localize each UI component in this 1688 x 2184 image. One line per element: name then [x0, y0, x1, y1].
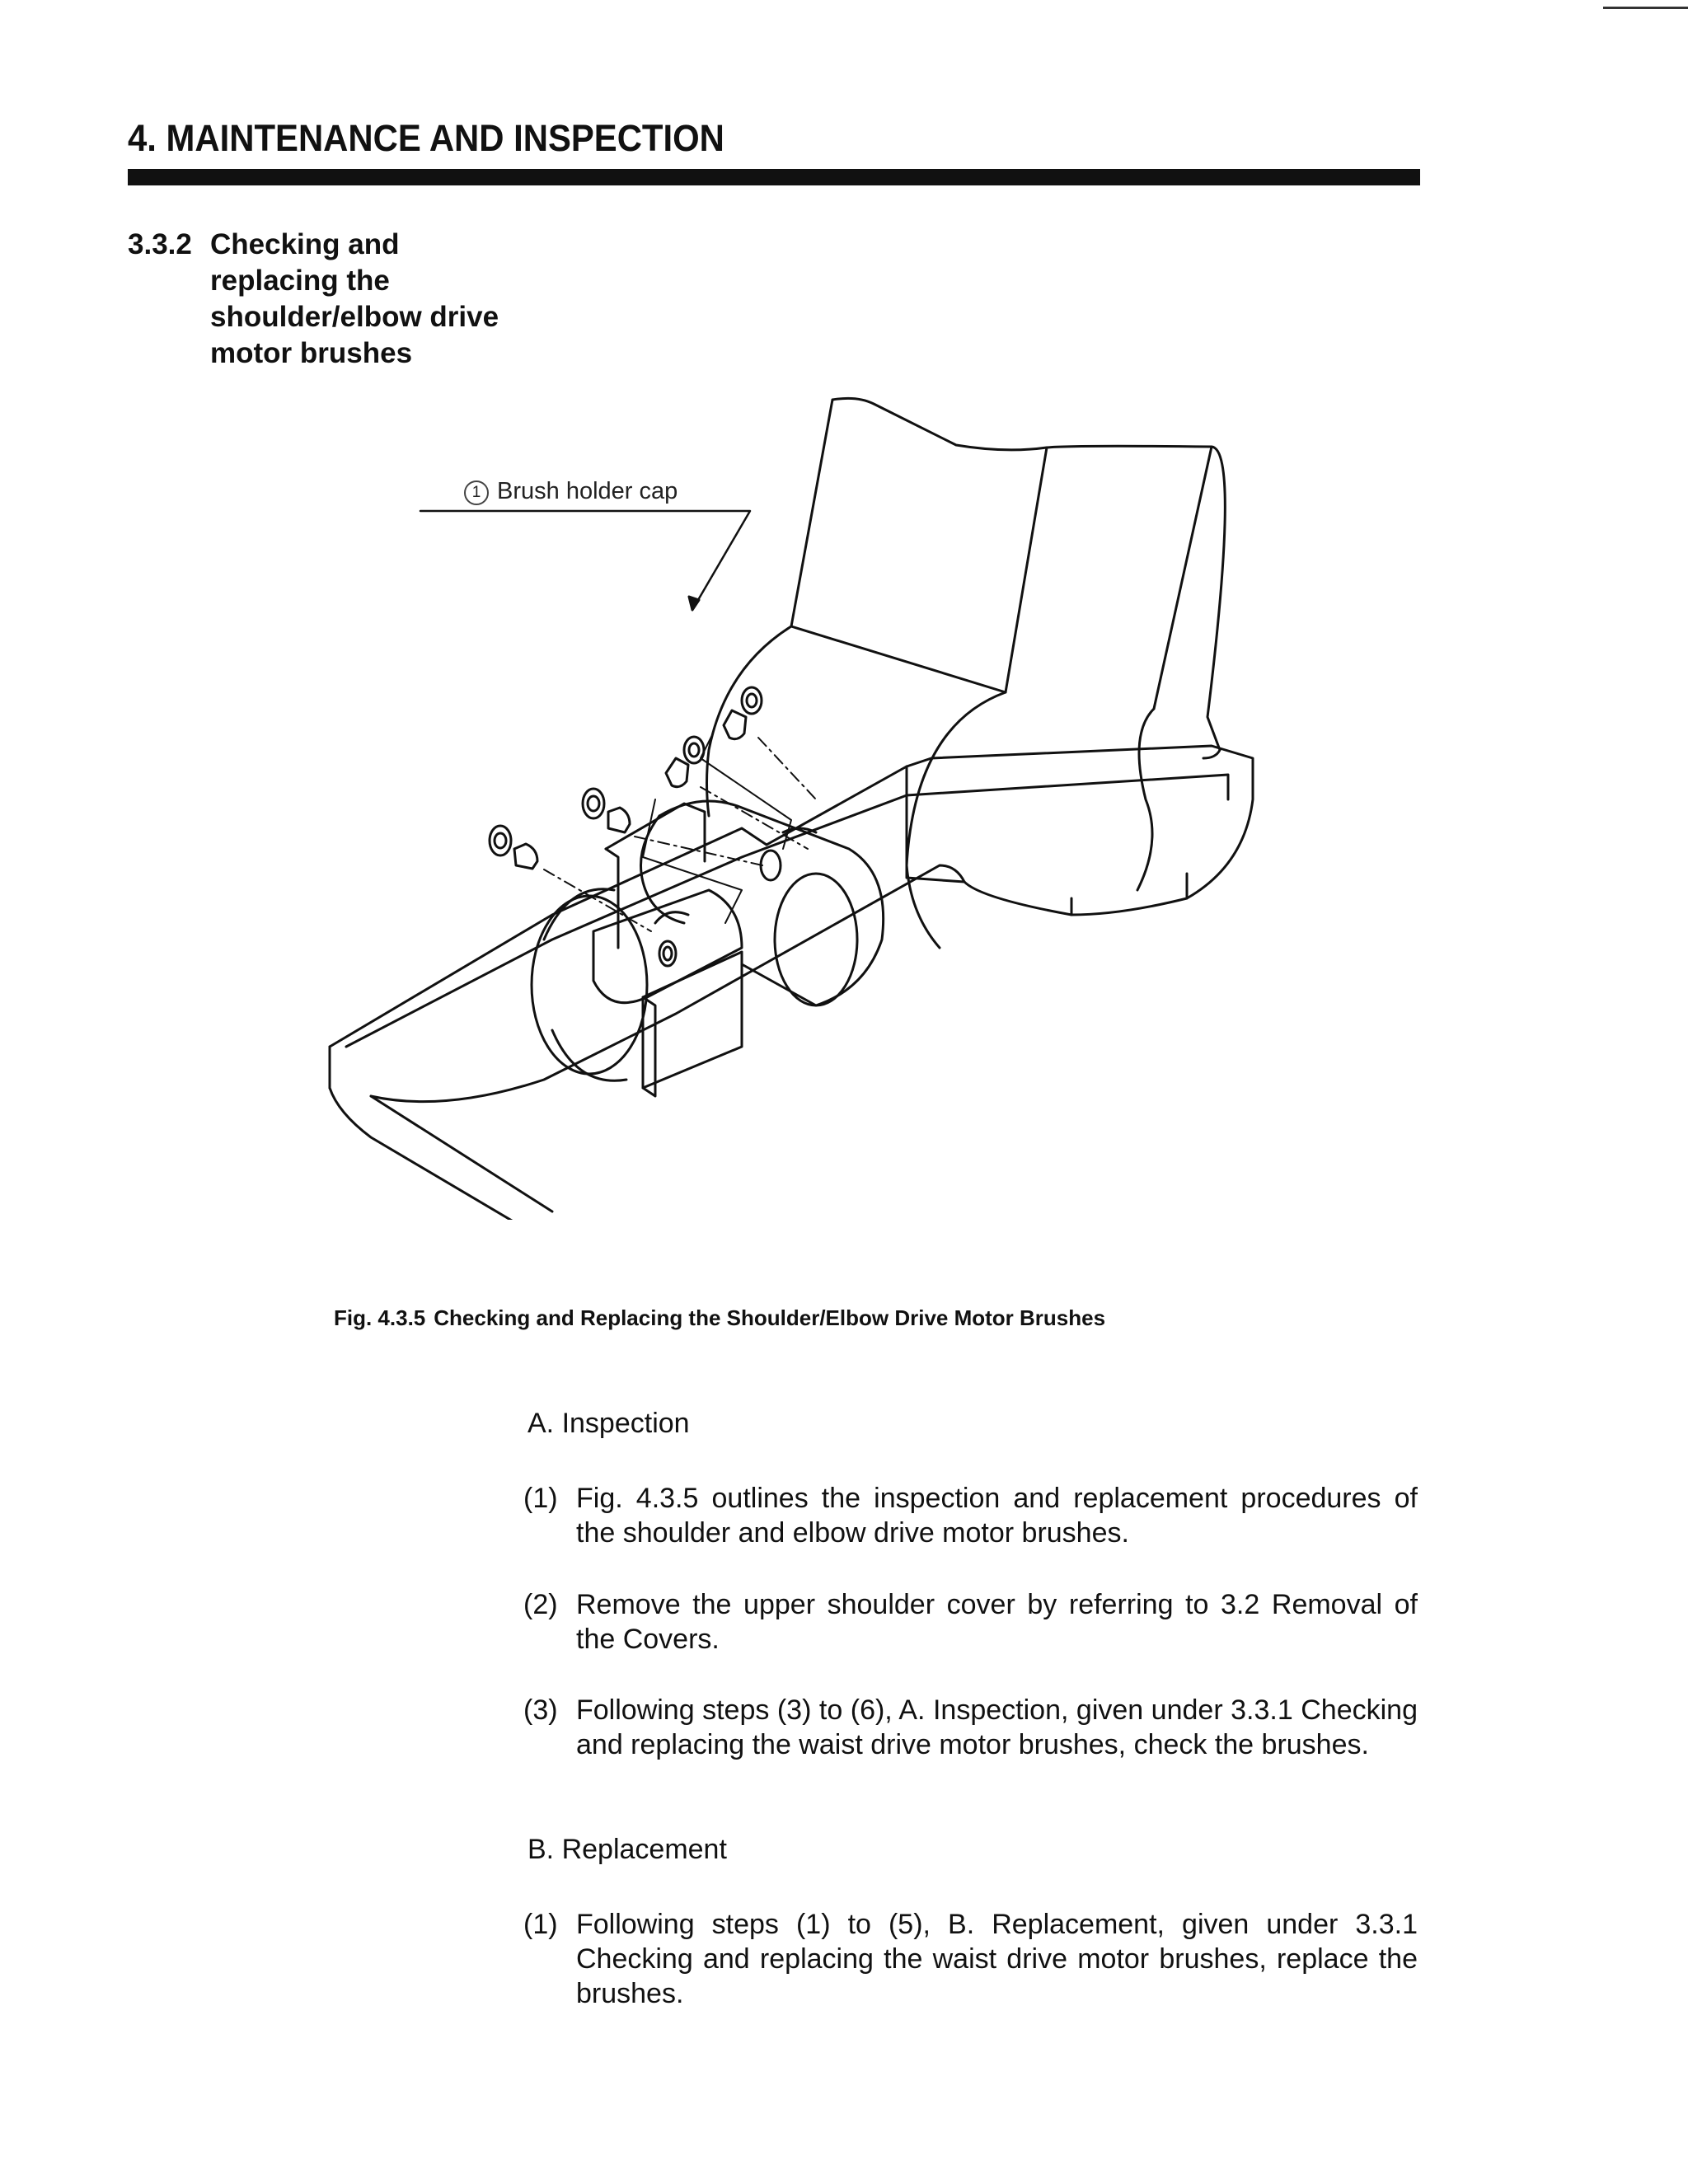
callout-leader — [420, 511, 750, 610]
step-text: Following steps (3) to (6), A. Inspection, given under 3.3.1 Checking and replacing the waist drive motor brushes, check the brushes. — [576, 1694, 1418, 1760]
figure-caption — [334, 1305, 1105, 1331]
callout-arrowhead — [689, 597, 699, 610]
figure-caption-text: Checking and Replacing the Shoulder/Elbow Drive Motor Brushes — [434, 1305, 1106, 1330]
title-rule — [128, 169, 1420, 185]
step-text: Remove the upper shoulder cover by referring to 3.2 Removal of the Covers. — [576, 1589, 1418, 1655]
section-title-line: replacing the — [210, 265, 390, 297]
rear-motor — [641, 801, 884, 1005]
section-title-line: Checking and — [210, 228, 400, 260]
step-number: (2) — [523, 1589, 558, 1620]
step-text: Following steps (1) to (5), B. Replacement, given under 3.3.1 Checking and replacing the waist drive motor brushes, replace the brushes. — [576, 1909, 1418, 2009]
callout-number: 1 — [464, 480, 489, 505]
replacement-heading: B. Replacement — [528, 1834, 727, 1865]
section-number: 3.3.2 — [128, 228, 192, 260]
step-number: (1) — [523, 1483, 558, 1514]
step-text: Fig. 4.3.5 outlines the inspection and replacement procedures of the shoulder and elbow drive motor brushes. — [576, 1483, 1418, 1549]
front-motor — [532, 889, 742, 1081]
brush-holder-cap-label — [464, 478, 678, 505]
figure-caption-prefix: Fig. 4.3.5 — [334, 1305, 426, 1330]
base-tray — [330, 746, 1253, 1220]
brush-cap-3 — [583, 789, 630, 832]
upper-arm-casing — [707, 398, 1226, 948]
brush-cap-1 — [724, 687, 762, 739]
inspection-step-1 — [523, 1481, 1418, 1550]
motor-bracket-rear — [606, 804, 705, 948]
section-title-line: motor brushes — [210, 337, 413, 369]
assembly-axes — [544, 738, 816, 931]
step-number: (1) — [523, 1909, 558, 1940]
brush-cap-2 — [666, 737, 704, 787]
inspection-step-2 — [523, 1587, 1418, 1657]
brush-cap-4 — [490, 826, 537, 869]
chapter-title: 4. MAINTENANCE AND INSPECTION — [128, 117, 724, 159]
section-title — [210, 227, 499, 372]
motor-brush-illustration — [280, 371, 1302, 1220]
inspection-step-3 — [523, 1693, 1418, 1762]
corner-rule — [1603, 7, 1688, 9]
section-title-line: shoulder/elbow drive — [210, 301, 499, 333]
replacement-step-1 — [523, 1907, 1418, 2011]
callout-text: Brush holder cap — [497, 478, 678, 504]
inspection-heading: A. Inspection — [528, 1408, 690, 1439]
step-number: (3) — [523, 1694, 558, 1726]
